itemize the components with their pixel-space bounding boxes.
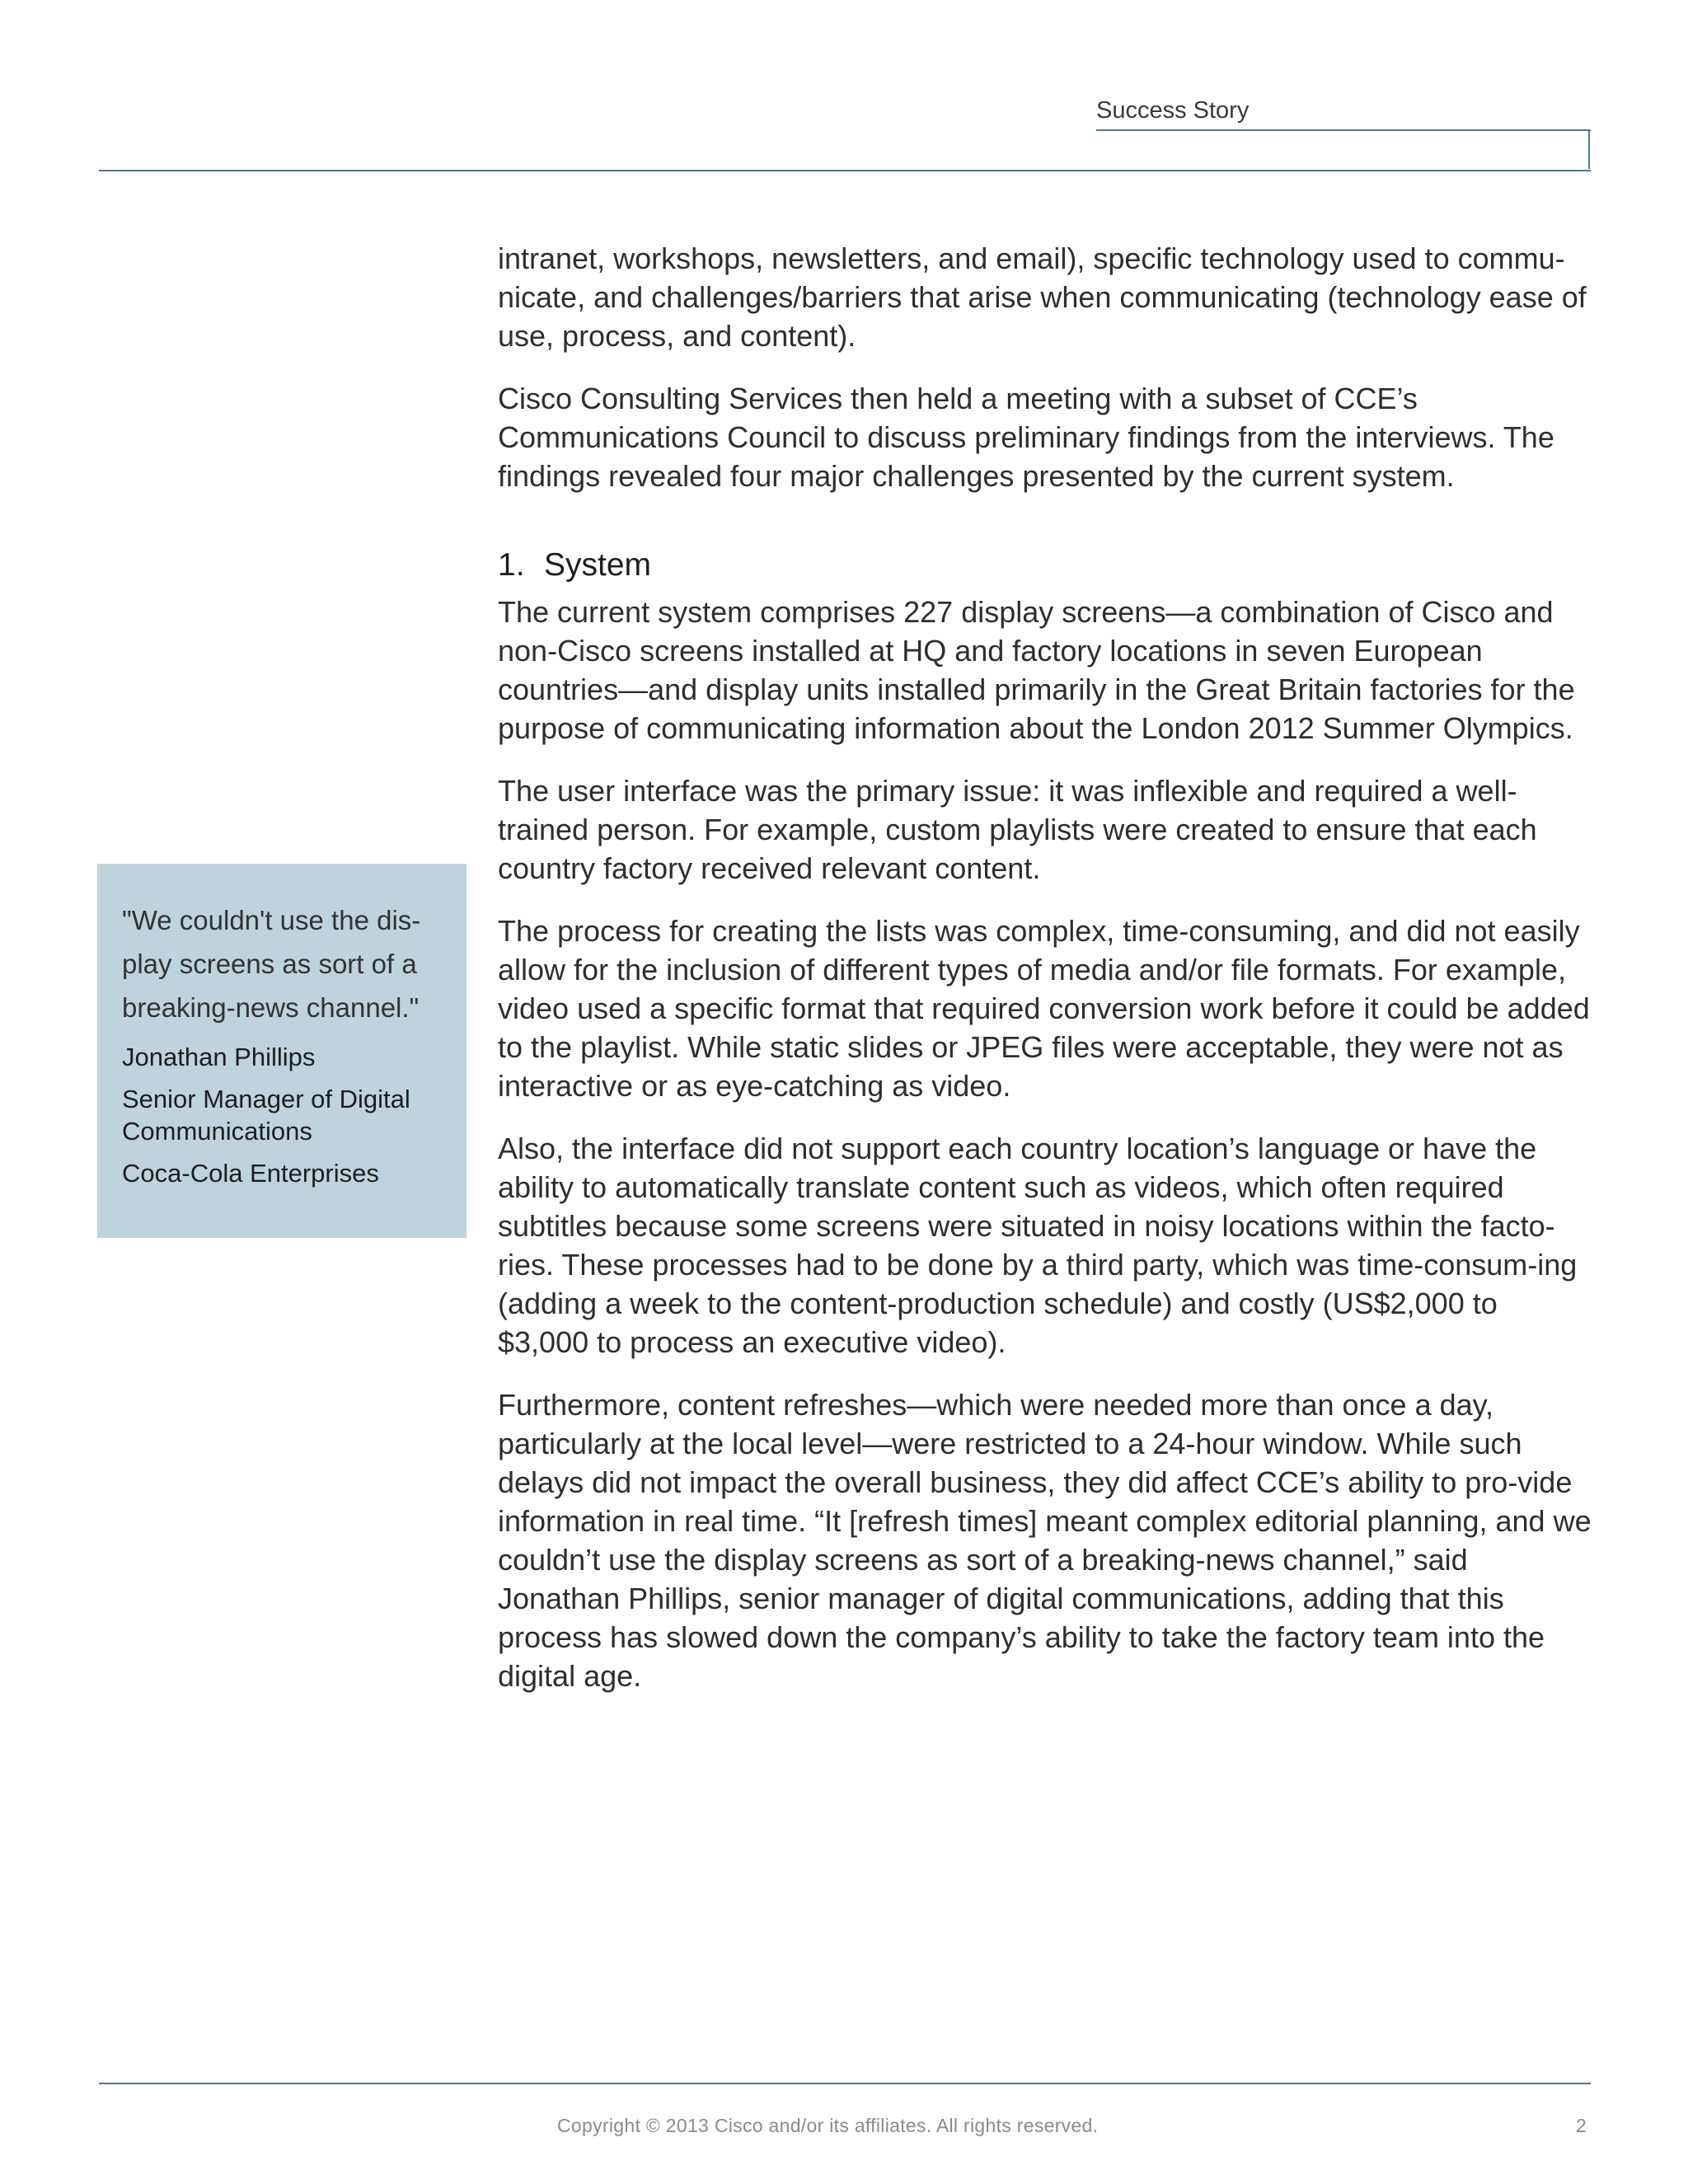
paragraph: The process for creating the lists was complex, time-consuming, and did not easily allow for the inclusion of different types of media and/or file formats. For example, video used a specific format that required conversion work before it could be added to the playlist. While static slides or JPEG files were acceptable, they were not as interactive or as eye-catching as video. (498, 914, 1590, 1103)
header-divider (99, 170, 1591, 171)
header-label: Success Story (1096, 97, 1250, 124)
header-box (1096, 129, 1590, 169)
main-content (498, 239, 1594, 1719)
footer-divider (99, 2083, 1591, 2084)
paragraph: The current system comprises 227 display screens—a combination of Cisco and non-Cisco screens installed at HQ and factory locations in seven European countries—and display units installed primarily in the Great Britain factories for the purpose of communicating information about the London 2012 Summer Olympics. (498, 595, 1575, 745)
footer-copyright: Copyright © 2013 Cisco and/or its affiliates. All rights reserved. (557, 2115, 1099, 2136)
section-title: System (544, 547, 652, 583)
section-number: 1. (498, 547, 525, 583)
quote-author-company: Coca-Cola Enterprises (122, 1159, 379, 1188)
quote-author-name: Jonathan Phillips (122, 1043, 316, 1071)
paragraph: Furthermore, content refreshes—which were needed more than once a day, particularly at the local level—were restricted to a 24-hour window. While such delays did not impact the overall business, they did affect CCE’s ability to pro-vide information in real time. “It [refresh times] meant complex editorial planning, and we couldn’t use the display screens as sort of a breaking-news channel,” said Jonathan Phillips, senior manager of digital communications, adding that this process has slowed down the company’s ability to take the factory team into the digital age. (498, 1388, 1592, 1693)
pull-quote: "We couldn't use the dis-play screens as sort of a breaking-news channel." (122, 905, 421, 1023)
paragraph: The user interface was the primary issue: it was inflexible and required a well-trained person. For example, custom playlists were created to ensure that each country factory received relevant content. (498, 774, 1537, 885)
paragraph: intranet, workshops, newsletters, and email), specific technology used to commu-nicate, and challenges/barriers that arise when communicating (technology ease of use, process, and content). (498, 241, 1587, 353)
pull-quote-box (97, 864, 467, 1238)
paragraph: Cisco Consulting Services then held a meeting with a subset of CCE’s Communications Council to discuss preliminary findings from the interviews. The findings revealed four major challenges presented by the current system. (498, 382, 1554, 493)
section-heading (498, 545, 1594, 586)
page-number: 2 (1576, 2115, 1587, 2136)
quote-author-title: Senior Manager of Digital Communications (122, 1085, 410, 1146)
paragraph: Also, the interface did not support each country location’s language or have the ability to automatically translate content such as videos, which often required subtitles because some screens were situated in noisy locations within the facto-ries. These processes had to be done by a third party, which was time-consum-ing (adding a week to the content-production schedule) and costly (US$2,000 to $3,000 to process an executive video). (498, 1132, 1578, 1359)
